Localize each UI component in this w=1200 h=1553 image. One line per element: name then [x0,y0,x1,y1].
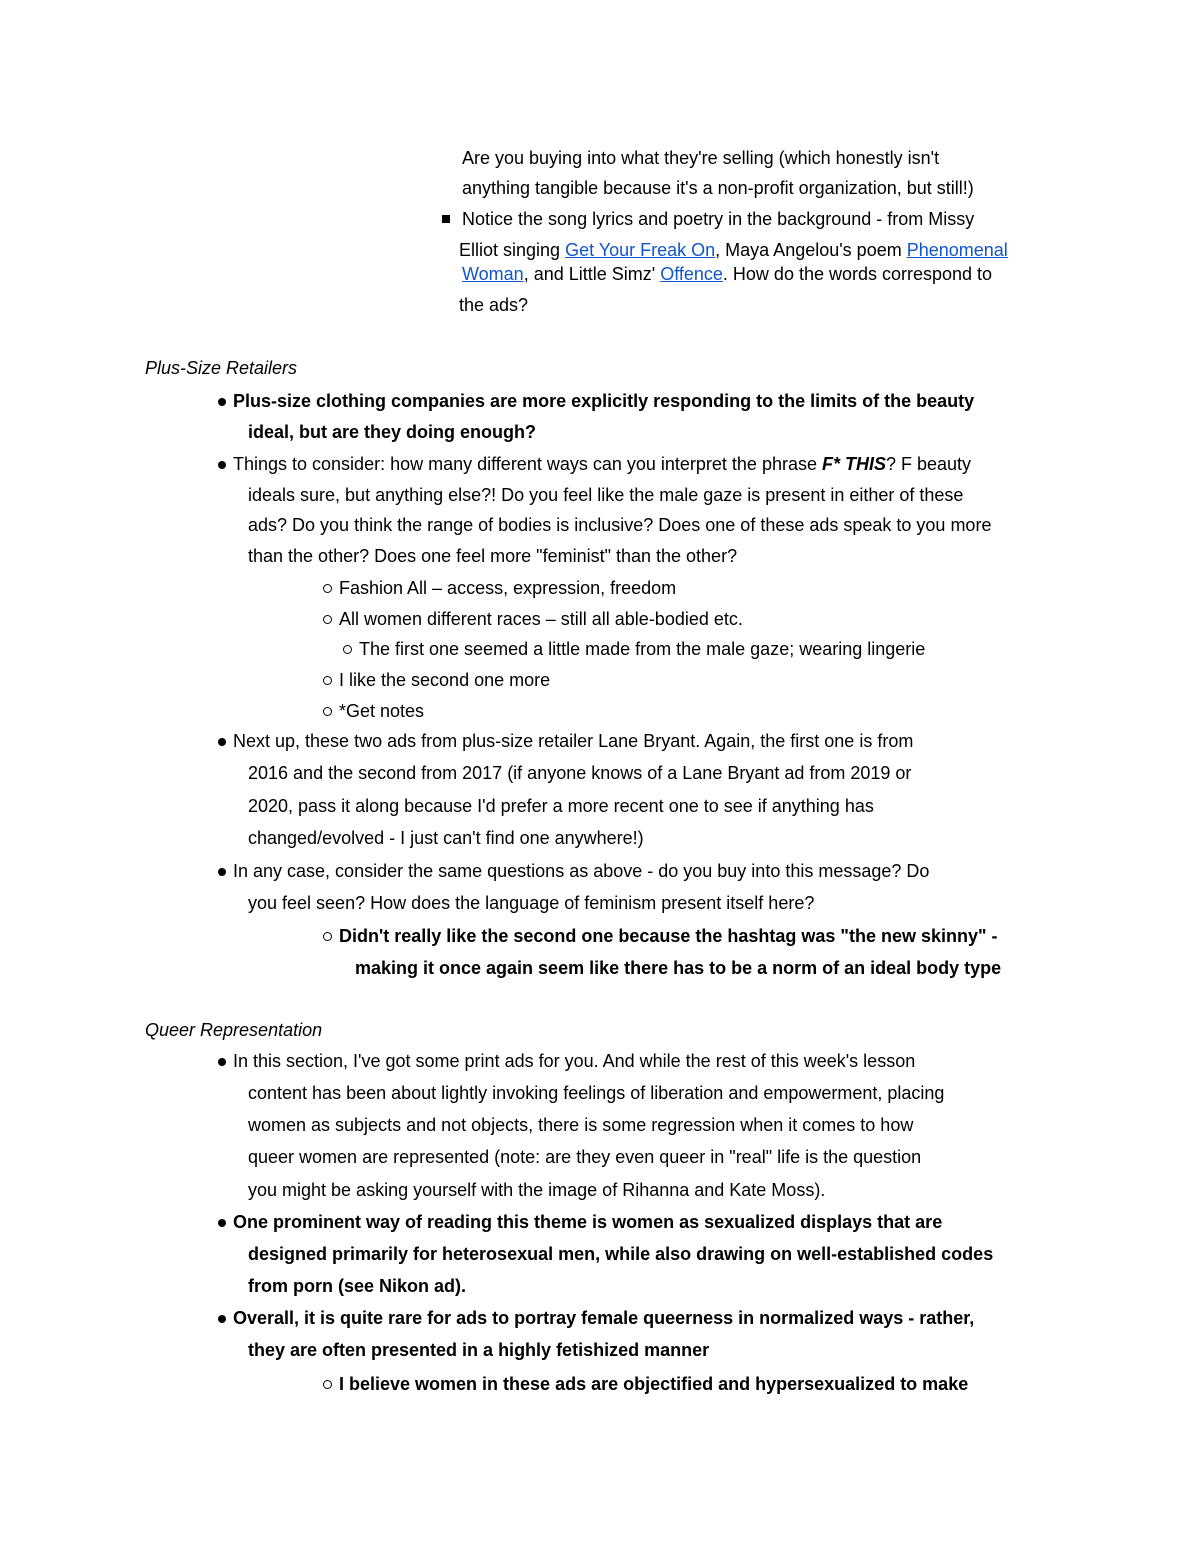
queer-b1-line-3: women as subjects and not objects, there is some regression when it comes to how [248,1115,914,1135]
plus-b2-line-2: ideals sure, but anything else?! Do you feel like the male gaze is present in either of these [248,485,964,505]
circle-bullet-icon [323,707,332,716]
plus-b3-line-3: 2020, pass it along because I'd prefer a more recent one to see if anything has [248,796,874,816]
queer-sub-1: I believe women in these ads are objectified and hypersexualized to make [339,1374,969,1394]
plus-b2-line-4: than the other? Does one feel more "feminist" than the other? [248,546,738,566]
plus-b1-line-2: ideal, but are they doing enough? [248,422,537,442]
plus-b3-line-4: changed/evolved - I just can't find one anywhere!) [248,828,644,848]
queer-b3-line-1: Overall, it is quite rare for ads to portray female queerness in normalized ways - rather, [233,1308,975,1328]
circle-bullet-icon [323,1380,332,1389]
plus-b2-line-3: ads? Do you think the range of bodies is inclusive? Does one of these ads speak to you more [248,515,992,535]
notice-line-2 [459,239,1008,261]
plus-b2-text-a: Things to consider: how many different ways can you interpret the phrase [233,454,822,474]
plus-sub-1: Fashion All – access, expression, freedom [339,578,677,598]
notice-text-a: Elliot singing [459,240,566,260]
queer-b1-line-4: queer women are represented (note: are they even queer in "real" life is the question [248,1147,922,1167]
notice-line-1: Notice the song lyrics and poetry in the background - from Missy [462,209,975,229]
queer-b2-line-1: One prominent way of reading this theme is women as sexualized displays that are [233,1212,943,1232]
notice-line-3 [462,263,992,285]
link-get-your-freak-on[interactable]: Get Your Freak On [565,240,716,260]
plus-sub-6-line-1: Didn't really like the second one because the hashtag was "the new skinny" - [339,926,998,946]
circle-bullet-icon [343,645,352,654]
circle-bullet-icon [323,676,332,685]
queer-b2-line-3: from porn (see Nikon ad). [248,1276,467,1296]
queer-b1-line-1: In this section, I've got some print ads for you. And while the rest of this week's lesson [233,1051,916,1071]
plus-sub-5: *Get notes [339,701,425,721]
bullet-icon [218,1219,226,1227]
notice-text-d: . How do the words correspond to [722,264,993,284]
section-heading-plus-size: Plus-Size Retailers [145,358,298,378]
notice-text-b: , Maya Angelou's poem [715,240,907,260]
notice-line-4: the ads? [459,295,529,315]
link-woman[interactable]: Woman [462,264,524,284]
bullet-icon [218,868,226,876]
queer-b1-line-5: you might be asking yourself with the image of Rihanna and Kate Moss). [248,1180,826,1200]
section-heading-queer: Queer Representation [145,1020,323,1040]
plus-sub-6-line-2: making it once again seem like there has to be a norm of an ideal body type [355,958,1002,978]
link-phenomenal[interactable]: Phenomenal [906,240,1008,260]
circle-bullet-icon [323,615,332,624]
bullet-icon [218,461,226,469]
plus-b2-line-1 [233,453,971,475]
plus-sub-4: I like the second one more [339,670,551,690]
plus-sub-2: All women different races – still all able-bodied etc. [339,609,743,629]
bullet-icon [218,1058,226,1066]
circle-bullet-icon [323,584,332,593]
plus-sub-3: The first one seemed a little made from the male gaze; wearing lingerie [359,639,926,659]
intro-line-1: Are you buying into what they're selling (which honestly isn't [462,148,940,168]
plus-b2-emphasis: F* THIS [821,454,886,474]
intro-line-2: anything tangible because it's a non-profit organization, but still!) [462,178,974,198]
notice-text-c: , and Little Simz' [523,264,661,284]
circle-bullet-icon [323,932,332,941]
bullet-icon [218,398,226,406]
queer-b3-line-2: they are often presented in a highly fetishized manner [248,1340,710,1360]
plus-b4-line-2: you feel seen? How does the language of feminism present itself here? [248,893,815,913]
plus-b2-text-b: ? F beauty [886,454,972,474]
plus-b3-line-1: Next up, these two ads from plus-size retailer Lane Bryant. Again, the first one is from [233,731,914,751]
bullet-icon [218,738,226,746]
plus-b1-line-1: Plus-size clothing companies are more explicitly responding to the limits of the beauty [233,391,975,411]
queer-b1-line-2: content has been about lightly invoking feelings of liberation and empowerment, placing [248,1083,945,1103]
plus-b3-line-2: 2016 and the second from 2017 (if anyone knows of a Lane Bryant ad from 2019 or [248,763,912,783]
square-bullet-icon [442,215,450,223]
queer-b2-line-2: designed primarily for heterosexual men, while also drawing on well-established codes [248,1244,994,1264]
plus-b4-line-1: In any case, consider the same questions as above - do you buy into this message? Do [233,861,930,881]
link-offence[interactable]: Offence [660,264,723,284]
bullet-icon [218,1315,226,1323]
